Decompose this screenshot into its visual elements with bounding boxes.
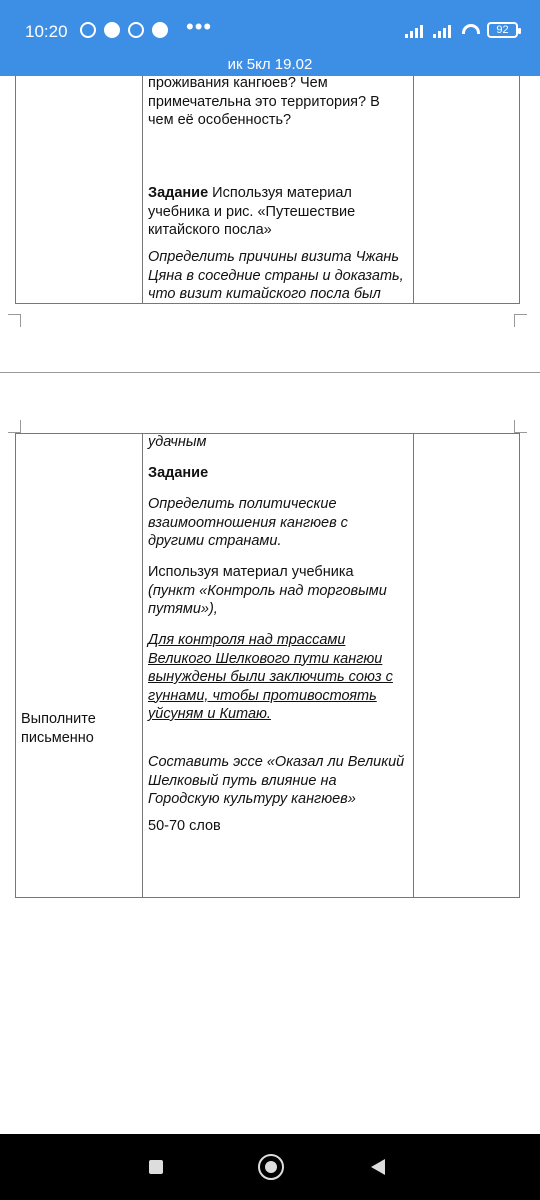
text-line: гуннами, чтобы противостоять [148,687,377,704]
table-border [15,76,16,303]
text-line: Шелковый путь влияние на [148,772,337,789]
battery-icon: 92 [487,22,518,38]
square-nav-icon[interactable] [149,1160,163,1174]
text-line: другими странами. [148,533,282,549]
cell-instruction [21,710,137,747]
text-line: чем её особенность? [148,112,292,128]
text-line: Великого Шелкового пути кангюи [148,650,383,667]
task-block-1 [148,495,410,551]
task-block-2 [148,563,410,619]
signal-icon [433,23,455,38]
word-count: 50-70 слов [148,818,221,834]
crop-mark [8,314,21,327]
crop-mark [514,420,527,433]
status-icons [80,22,168,38]
text-line: Составить эссе «Оказал ли Великий [148,754,405,770]
text-line: что визит китайского посла был [148,286,381,302]
text-line: проживания кангюев? Чем [148,75,328,91]
text-line: Для контроля над трассами [148,632,346,648]
text-line: уйсуням и Китаю. [148,706,271,722]
text-line: Цяна в соседние страны и доказать, [148,267,404,284]
text-line: учебника и рис. «Путешествие [148,203,356,220]
table-border [413,433,414,898]
table-border [15,433,16,898]
text-line: Используя материал учебника [148,564,354,580]
status-bar [0,0,540,56]
app-icon [104,22,120,38]
text-line: Определить политические [148,496,337,512]
alarm-icon [80,22,96,38]
document-title: ик 5кл 19.02 [0,56,540,76]
more-notifications: ••• [186,14,213,39]
text-line: китайского посла» [148,222,272,238]
table-border [519,76,520,303]
crop-mark [514,314,527,327]
system-icons [405,22,518,38]
cell-italic-task [148,248,410,304]
task-text: Используя материал [208,185,352,201]
text-line: Выполните [21,711,96,727]
task-label: Задание [148,185,209,201]
text-line: (пункт «Контроль над торговыми [148,582,387,599]
task-block-4 [148,753,410,809]
sync-icon [128,22,144,38]
text-line: вынуждены были заключить союз с [148,669,393,685]
task-block-3 [148,631,410,724]
table-border [413,76,414,303]
crop-mark [8,420,21,433]
browser-icon [152,22,168,38]
back-nav-icon[interactable] [371,1159,385,1175]
document-page[interactable] [0,76,540,1134]
text-line: удачным [148,434,207,450]
text-line: примечательна это территория? В [148,93,380,110]
cell-task [148,184,410,240]
page-separator [0,372,540,373]
table-border [142,76,143,303]
text-line: Городскую культуру кангюев» [148,791,356,807]
navigation-bar [0,1134,540,1200]
text-line: взаимоотношения кангюев с [148,514,348,531]
clock: 10:20 [25,22,68,41]
task-heading: Задание [148,465,209,481]
wifi-icon [461,22,481,38]
signal-icon [405,23,427,38]
text-line: письменно [21,729,94,746]
text-line: путями»), [148,601,218,617]
table-border [142,433,143,898]
table-border [15,897,520,898]
cell-question [148,74,410,130]
table-border [519,433,520,898]
home-nav-icon[interactable] [258,1154,284,1180]
text-line: Определить причины визита Чжань [148,249,400,265]
